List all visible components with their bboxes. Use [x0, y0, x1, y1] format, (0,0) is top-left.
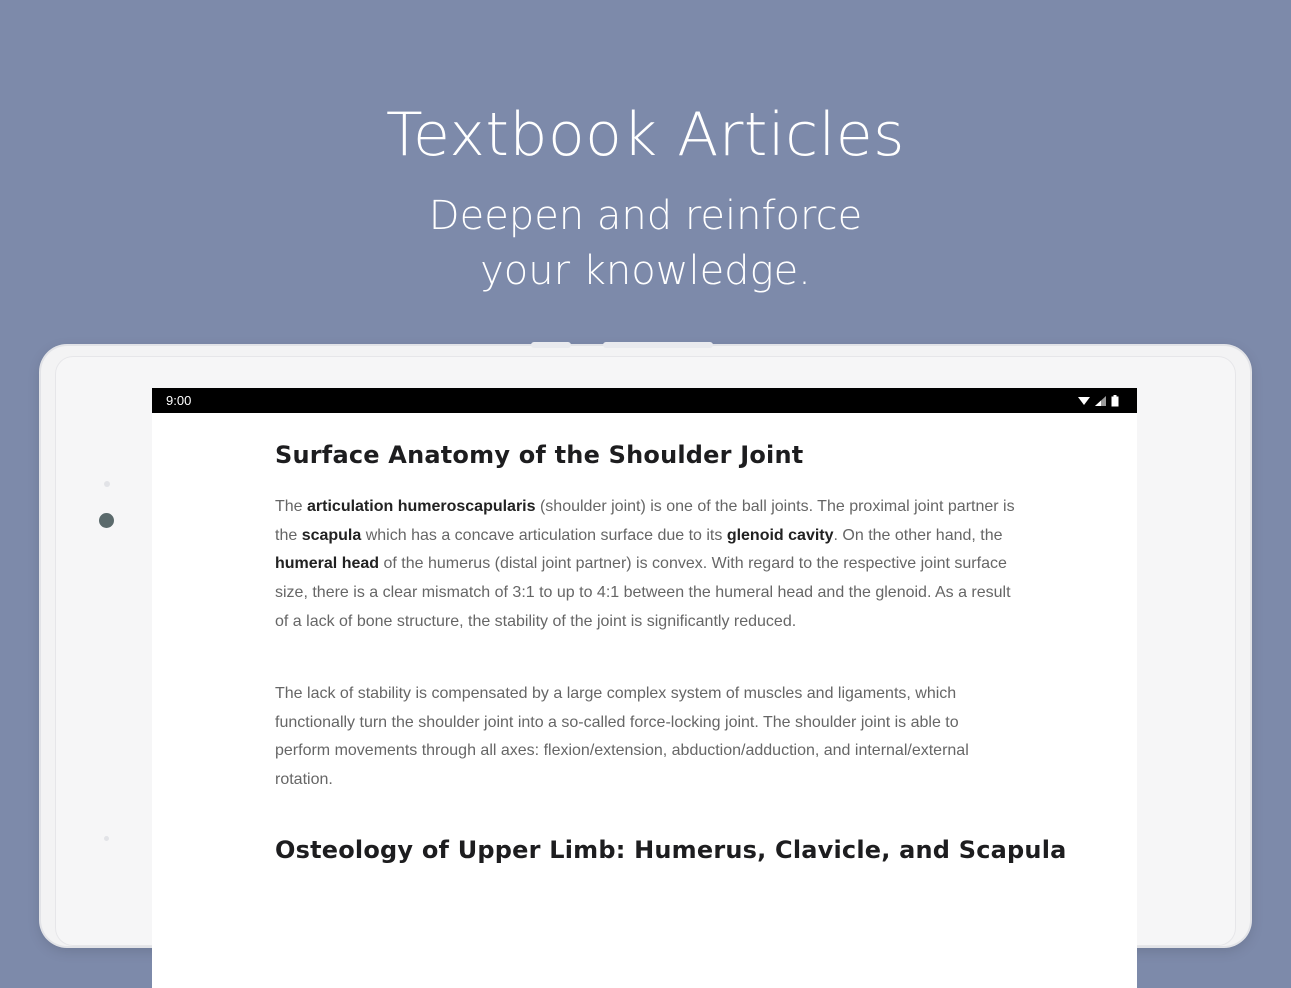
status-icons [1078, 388, 1119, 413]
article-paragraph [275, 680, 1015, 795]
promo-subtitle-line-2: your knowledge. [480, 248, 811, 294]
text-run: . On the other hand, the [833, 526, 1003, 544]
section-title: Osteology of Upper Limb: Humerus, Clavicle, and Scapula [275, 836, 1067, 864]
promo-title: Textbook Articles [386, 100, 905, 170]
bold-term: scapula [301, 526, 362, 544]
status-time: 9:00 [166, 393, 192, 408]
bold-term: articulation humeroscapularis [307, 498, 536, 515]
text-run: The lack of stability is compensated by a large complex system of muscles and ligaments, which functionally turn the shoulder joint into a so-called force-locking joint. The shoulder joint is able to perform movements through all axes: flexion/extension, abduction/adduction, and internal/external rotation. [275, 685, 969, 789]
section-title: Surface Anatomy of the Shoulder Joint [275, 441, 804, 469]
battery-icon [1111, 395, 1119, 407]
tablet-camera-icon [99, 513, 114, 528]
text-run: (shoulder joint) is one of the ball joints. The proximal joint partner is the [275, 498, 1015, 544]
tablet-device-frame [41, 346, 1250, 946]
tablet-sensor-dot [104, 481, 110, 487]
tablet-screen [152, 388, 1137, 988]
article-paragraph [275, 493, 1015, 637]
text-run: The [275, 498, 308, 515]
promo-subtitle-line-1: Deepen and reinforce [428, 193, 863, 239]
signal-icon [1095, 396, 1106, 406]
text-run: which has a concave articulation surface due to its [361, 526, 727, 544]
status-bar [152, 388, 1137, 413]
tablet-mic-dot [104, 836, 109, 841]
tablet-volume-button [603, 342, 713, 348]
tablet-camera-notch [531, 342, 571, 348]
bold-term: glenoid cavity [726, 526, 834, 544]
bold-term: humeral head [275, 555, 380, 573]
text-run: of the humerus (distal joint partner) is convex. With regard to the respective joint surface size, there is a clear mismatch of 3:1 to up to 4:1 between the humeral head and the glenoid. As a result of a lack of bone structure, the stability of the joint is significantly reduced. [275, 555, 1011, 630]
wifi-icon [1078, 396, 1090, 406]
